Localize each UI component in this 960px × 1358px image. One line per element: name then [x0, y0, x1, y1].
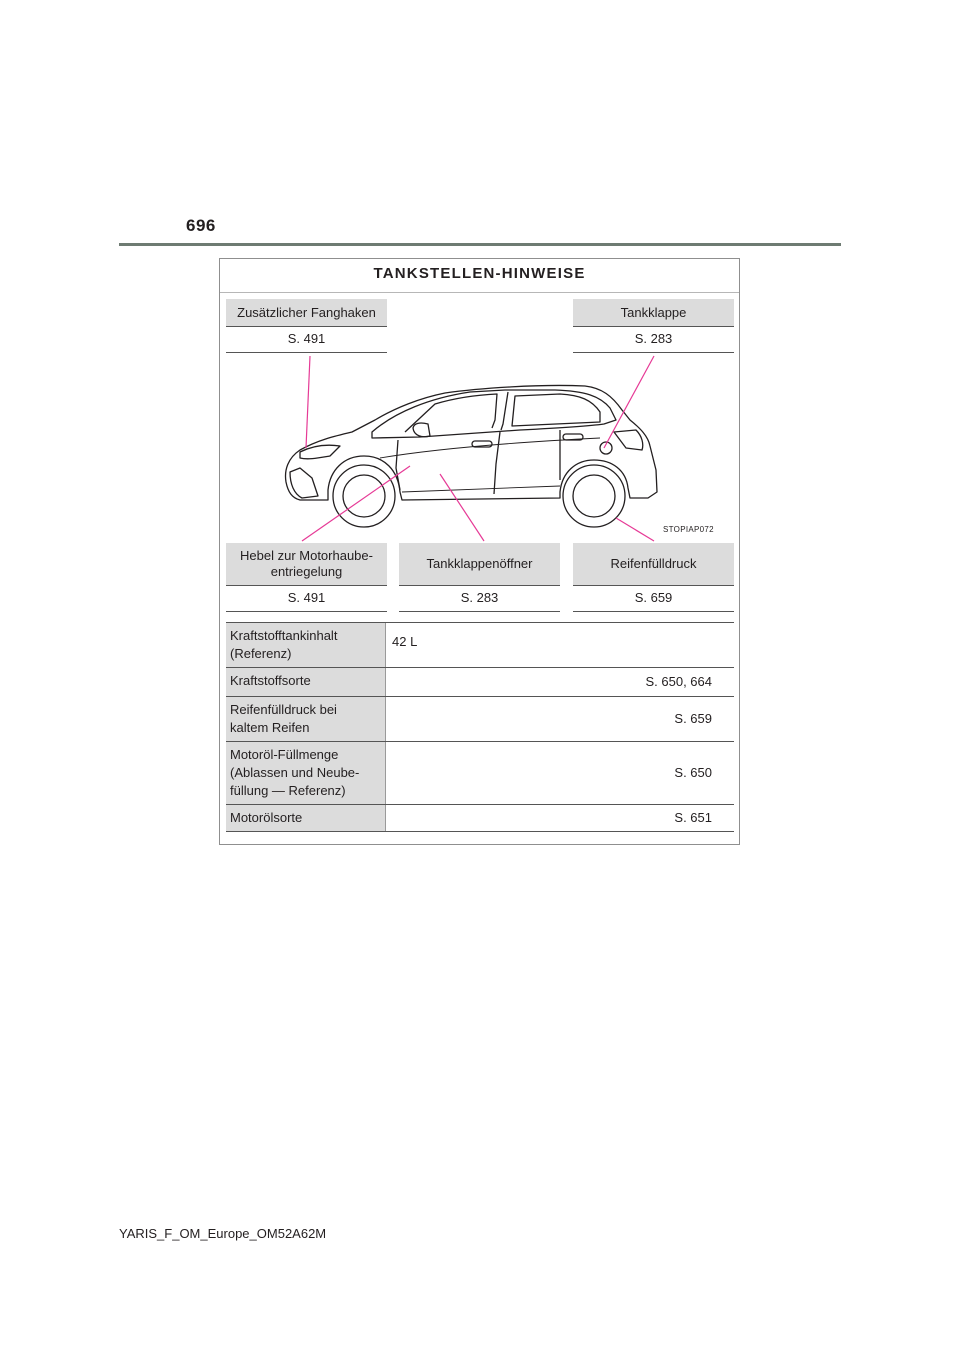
- car-sill-line: [402, 486, 560, 492]
- spec-value: 42 L: [392, 634, 418, 649]
- car-body-outline: [286, 385, 657, 500]
- spec-key: Kraftstoffsorte: [226, 668, 386, 696]
- footer-doc-id: YARIS_F_OM_Europe_OM52A62M: [119, 1226, 327, 1241]
- callout-label: Tankklappenöffner: [399, 543, 560, 586]
- callout-label: Tankklappe: [573, 299, 734, 327]
- callout-ref: S. 283: [399, 586, 560, 612]
- callout-label: Hebel zur Motorhaube- entriegelung: [226, 543, 387, 586]
- leader-line-fuel-door-opener: [440, 474, 484, 541]
- spec-row: [226, 668, 734, 697]
- spec-key: Reifenfülldruck bei kaltem Reifen: [226, 697, 386, 741]
- rear-wheel-rim: [573, 475, 615, 517]
- leader-line-fuel-door: [604, 356, 654, 448]
- spec-row: [226, 697, 734, 742]
- car-front-door-line: [396, 440, 400, 490]
- spec-value: S. 650: [674, 765, 712, 780]
- front-wheel: [333, 465, 395, 527]
- leader-line-auxiliary-catch: [306, 356, 310, 448]
- spec-table: [226, 622, 734, 832]
- leader-line-tire-pressure: [616, 518, 654, 541]
- car-mirror: [413, 423, 430, 437]
- callout-ref: S. 659: [573, 586, 734, 612]
- spec-value: S. 651: [674, 810, 712, 825]
- car-b-pillar: [501, 392, 508, 430]
- spec-key: Motoröl-Füllmenge (Ablassen und Neube- füllung — Referenz): [226, 742, 386, 804]
- spec-row: [226, 623, 734, 668]
- info-box-title: TANKSTELLEN-HINWEISE: [220, 259, 739, 293]
- callout-ref: S. 491: [226, 586, 387, 612]
- spec-key: Kraftstofftankinhalt (Referenz): [226, 623, 386, 667]
- car-rear-window: [512, 394, 600, 426]
- rear-wheel: [563, 465, 625, 527]
- spec-value: S. 650, 664: [645, 674, 712, 689]
- car-front-grille: [290, 468, 318, 498]
- spec-key: Motorölsorte: [226, 805, 386, 831]
- car-rear-door-line: [494, 432, 500, 494]
- callout-label: Zusätzlicher Fanghaken: [226, 299, 387, 327]
- spec-row: [226, 742, 734, 805]
- figure-code: STOPIAP072: [663, 525, 714, 534]
- car-tail-light: [614, 430, 643, 450]
- callout-ref: S. 491: [226, 327, 387, 353]
- callout-ref: S. 283: [573, 327, 734, 353]
- spec-row: [226, 805, 734, 832]
- front-wheel-rim: [343, 475, 385, 517]
- spec-value: S. 659: [674, 711, 712, 726]
- callout-label: Reifenfülldruck: [573, 543, 734, 586]
- page-number: 696: [186, 216, 216, 235]
